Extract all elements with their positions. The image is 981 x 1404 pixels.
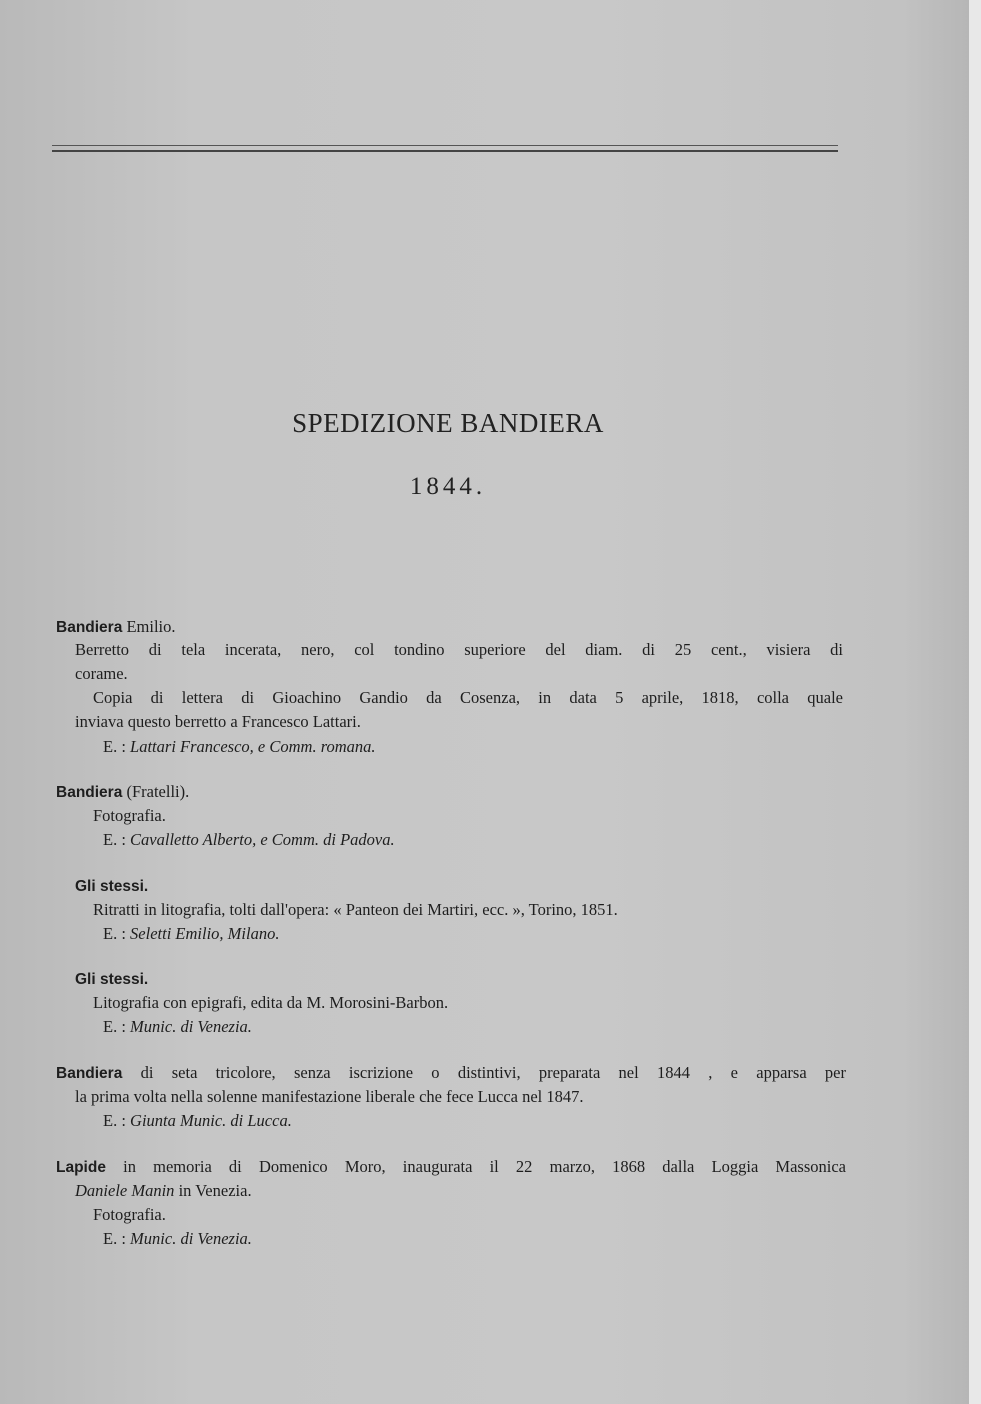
entry-line: Litografia con epigrafi, edita da M. Morosini-Barbon. xyxy=(93,993,449,1012)
entry-line: Fotografia. xyxy=(93,806,166,825)
owner-label: E. : xyxy=(103,1111,131,1130)
entry-owner xyxy=(103,1017,252,1037)
owner-label: E. : xyxy=(103,1229,131,1248)
header-rule-thick xyxy=(52,150,838,152)
section-title: SPEDIZIONE BANDIERA xyxy=(292,408,604,438)
entry-keyword: Lapide xyxy=(56,1159,106,1176)
entry-owner xyxy=(103,924,279,944)
entry-line-rest: in Venezia. xyxy=(174,1181,252,1200)
entry-line-italic: Daniele Manin xyxy=(75,1181,175,1200)
entry-heading-rest: in memoria di Domenico Moro, inaugurata il 22 marzo, 1868 dalla Loggia Massonica xyxy=(105,1157,846,1176)
owner-value: Munic. di Venezia. xyxy=(130,1017,252,1036)
owner-value: Seletti Emilio, Milano. xyxy=(130,924,280,943)
entry-heading xyxy=(75,969,148,990)
entry-heading xyxy=(56,782,189,803)
entry-line xyxy=(75,1181,252,1201)
entry-line: Berretto di tela incerata, nero, col tondino superiore del diam. di 25 cent., visiera di xyxy=(75,640,843,659)
entry-heading xyxy=(56,1063,846,1084)
owner-value: Munic. di Venezia. xyxy=(130,1229,252,1248)
entry-owner xyxy=(103,737,376,757)
entry-keyword: Bandiera xyxy=(56,784,123,801)
owner-value: Giunta Munic. di Lucca. xyxy=(130,1111,292,1130)
entry-line: la prima volta nella solenne manifestazione liberale che fece Lucca nel 1847. xyxy=(75,1087,584,1106)
entry-line: Copia di lettera di Gioachino Gandio da Cosenza, in data 5 aprile, 1818, colla quale xyxy=(93,688,843,707)
entry-keyword: Bandiera xyxy=(56,619,123,636)
entry-line: Ritratti in litografia, tolti dall'opera: « Panteon dei Martiri, ecc. », Torino, 1851. xyxy=(93,900,618,919)
entry-heading xyxy=(75,876,148,897)
entry-heading xyxy=(56,1157,846,1178)
entry-line: inviava questo berretto a Francesco Lattari. xyxy=(75,712,361,731)
entry-keyword: Gli stessi. xyxy=(75,971,149,988)
entry-keyword: Gli stessi. xyxy=(75,878,149,895)
entry-owner xyxy=(103,1229,252,1249)
page-edge xyxy=(969,0,981,1404)
section-year: 1844. xyxy=(409,473,487,500)
owner-label: E. : xyxy=(103,830,131,849)
entry-heading-rest: (Fratelli). xyxy=(122,782,190,801)
entry-heading-rest: di seta tricolore, senza iscrizione o distintivi, preparata nel 1844 , e apparsa per xyxy=(122,1063,846,1082)
owner-label: E. : xyxy=(103,1017,131,1036)
header-rule-thin xyxy=(52,145,838,146)
owner-label: E. : xyxy=(103,737,131,756)
owner-value: Cavalletto Alberto, e Comm. di Padova. xyxy=(130,830,395,849)
entry-owner xyxy=(103,830,395,850)
entry-keyword: Bandiera xyxy=(56,1065,123,1082)
entry-line: corame. xyxy=(75,664,128,683)
entry-heading xyxy=(56,617,176,638)
entry-owner xyxy=(103,1111,292,1131)
owner-value: Lattari Francesco, e Comm. romana. xyxy=(130,737,376,756)
owner-label: E. : xyxy=(103,924,131,943)
entry-heading-rest: Emilio. xyxy=(122,617,176,636)
entry-line: Fotografia. xyxy=(93,1205,166,1224)
